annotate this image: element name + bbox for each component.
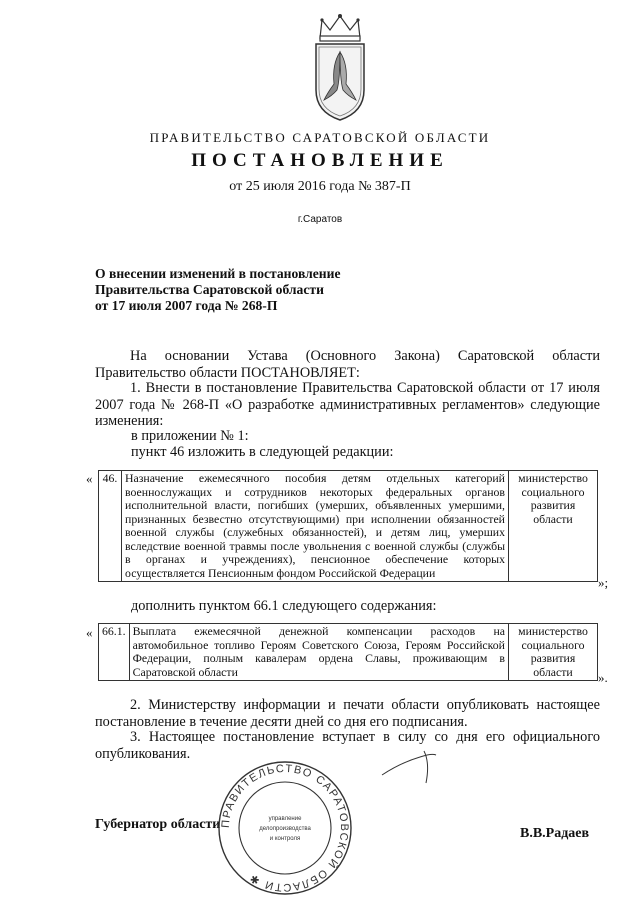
svg-text:и контроля: и контроля xyxy=(269,836,301,842)
official-seal-icon xyxy=(215,758,355,898)
table2-ministry: министерство социального развития области xyxy=(509,624,598,681)
table-row xyxy=(99,471,598,582)
document-subject xyxy=(95,266,425,314)
table1-text: Назначение ежемесячного пособия детям отдельных категорий военнослужащих и сотрудников некоторых федеральных органов исполнительной власти, погибших (умерших, объявленных умершими, признанных безвестно отсутствующими) при исполнении обязанностей военной службы (служебных обязанностей), и детям лиц, умерших вследствие военной травмы после увольнения с военной службы (службы в органах и учреждениях), пенсионное обеспечение которых осуществляется Пенсионным фондом Российской Федерации xyxy=(122,471,509,582)
table2-number: 66.1. xyxy=(99,624,130,681)
table1-open-quote: « xyxy=(86,471,93,486)
basis-paragraph: На основании Устава (Основного Закона) Саратовской области Правительство области ПОСТАНОВЛЯЕТ: xyxy=(95,348,600,381)
table1-close-quote: »; xyxy=(598,575,609,590)
table-row xyxy=(99,624,598,681)
point-46-intro: пункт 46 изложить в следующей редакции: xyxy=(131,444,394,460)
item-1-paragraph: 1. Внести в постановление Правительства Саратовской области от 17 июля 2007 года № 268-П «О разработке административных регламентов» следующие изменения: xyxy=(95,380,600,429)
point-66-1-table xyxy=(98,623,598,681)
signer-position: Губернатор области xyxy=(95,817,221,832)
table2-close-quote: ». xyxy=(598,670,608,685)
saratov-oblast-coat-of-arms-icon xyxy=(310,12,370,124)
subject-line-3: от 17 июля 2007 года № 268-П xyxy=(95,298,278,313)
subject-line-2: Правительства Саратовской области xyxy=(95,282,324,297)
table2-text: Выплата ежемесячной денежной компенсации расходов на автомобильное топливо Героям Советского Союза, Героям Российской Федерации, полным кавалерам ордена Славы, проживающим в Саратовской области xyxy=(129,624,508,681)
table2-open-quote: « xyxy=(86,625,93,640)
signer-name: В.В.Радаев xyxy=(520,826,590,841)
item-3-paragraph: 3. Настоящее постановление вступает в силу со дня его официального опубликования. xyxy=(95,729,600,762)
svg-text:управление: управление xyxy=(268,816,302,822)
point-46-table xyxy=(98,470,598,582)
item-2-paragraph: 2. Министерству информации и печати области опубликовать настоящее постановление в течение десяти дней со дня его подписания. xyxy=(95,697,600,730)
subject-line-1: О внесении изменений в постановление xyxy=(95,266,341,281)
city-label: г.Саратов xyxy=(297,214,343,225)
svg-text:ПРАВИТЕЛЬСТВО САРАТОВСКОЙ ОБЛА: ПРАВИТЕЛЬСТВО САРАТОВСКОЙ ОБЛАСТИ ✱ xyxy=(219,762,351,894)
document-type: ПОСТАНОВЛЕНИЕ xyxy=(191,150,449,171)
appendix-line: в приложении № 1: xyxy=(131,428,249,444)
document-date-number: от 25 июля 2016 года № 387-П xyxy=(229,179,411,194)
add-point-intro: дополнить пунктом 66.1 следующего содержания: xyxy=(131,598,437,614)
table1-ministry: министерство социального развития области xyxy=(509,471,598,582)
government-name: ПРАВИТЕЛЬСТВО САРАТОВСКОЙ ОБЛАСТИ xyxy=(149,130,491,145)
svg-text:делопроизводства: делопроизводства xyxy=(259,826,311,832)
handwritten-signature-icon xyxy=(380,745,440,785)
table1-number: 46. xyxy=(99,471,122,582)
